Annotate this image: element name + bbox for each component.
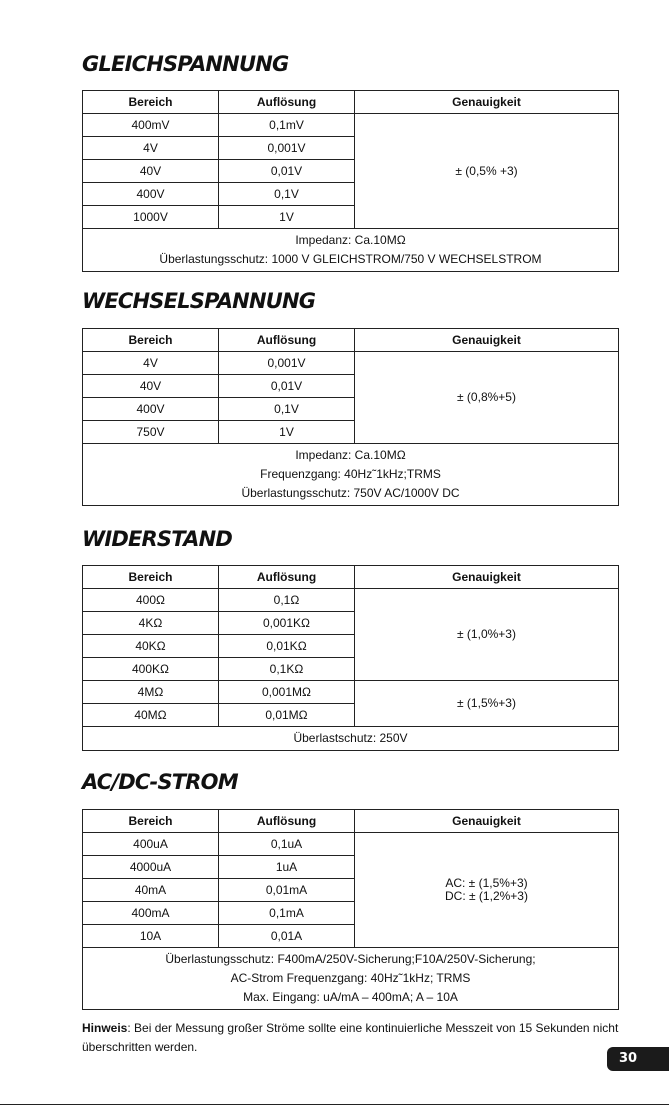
note-max-eingang: Max. Eingang: uA/mA – 400mA; A – 10A xyxy=(243,990,458,1004)
cell-bereich: 400uA xyxy=(83,833,219,856)
accuracy-ac: AC: ± (1,5%+3) xyxy=(445,876,528,890)
table-note-row xyxy=(83,948,619,1010)
cell-genauigkeit xyxy=(355,833,619,948)
cell-aufloesung: 0,01V xyxy=(219,375,355,398)
table-note-row xyxy=(83,229,619,272)
table-row xyxy=(83,352,619,375)
cell-aufloesung: 0,1mA xyxy=(219,902,355,925)
bottom-rule xyxy=(0,1104,669,1105)
accuracy-value: ± (0,8%+5) xyxy=(457,390,516,404)
hinweis-text: : Bei der Messung großer Ströme sollte eine kontinuierliche Messzeit von 15 Sekunden nicht überschritten werden. xyxy=(82,1021,619,1054)
note-frequenzgang: AC-Strom Frequenzgang: 40Hz˜1kHz; TRMS xyxy=(230,971,471,985)
cell-bereich: 400KΩ xyxy=(83,658,219,681)
cell-bereich: 40V xyxy=(83,160,219,183)
cell-bereich: 4000uA xyxy=(83,856,219,879)
cell-genauigkeit xyxy=(355,589,619,681)
table-widerstand xyxy=(82,565,619,751)
cell-bereich: 400V xyxy=(83,183,219,206)
header-genauigkeit: Genauigkeit xyxy=(355,329,619,352)
note-ueberlastungsschutz: Überlastungsschutz: F400mA/250V-Sicherung;F10A/250V-Sicherung; xyxy=(165,952,536,966)
header-aufloesung: Auflösung xyxy=(219,566,355,589)
header-bereich: Bereich xyxy=(83,810,219,833)
header-aufloesung: Auflösung xyxy=(219,810,355,833)
cell-aufloesung: 1V xyxy=(219,206,355,229)
table-note xyxy=(83,948,619,1010)
cell-bereich: 4KΩ xyxy=(83,612,219,635)
cell-bereich: 40V xyxy=(83,375,219,398)
table-row xyxy=(83,833,619,856)
table-header-row xyxy=(83,566,619,589)
table-note xyxy=(83,229,619,272)
cell-aufloesung: 1uA xyxy=(219,856,355,879)
cell-bereich: 400mV xyxy=(83,114,219,137)
cell-aufloesung: 0,1uA xyxy=(219,833,355,856)
table-row xyxy=(83,589,619,612)
cell-aufloesung: 0,1V xyxy=(219,183,355,206)
cell-genauigkeit xyxy=(355,114,619,229)
table-header-row xyxy=(83,91,619,114)
cell-bereich: 40MΩ xyxy=(83,704,219,727)
cell-aufloesung: 0,001MΩ xyxy=(219,681,355,704)
cell-bereich: 400Ω xyxy=(83,589,219,612)
cell-bereich: 40mA xyxy=(83,879,219,902)
accuracy-value: ± (1,0%+3) xyxy=(457,627,516,641)
table-acdc-strom xyxy=(82,809,619,1010)
cell-bereich: 400mA xyxy=(83,902,219,925)
cell-aufloesung: 0,01A xyxy=(219,925,355,948)
header-bereich: Bereich xyxy=(83,566,219,589)
table-row xyxy=(83,114,619,137)
header-aufloesung: Auflösung xyxy=(219,329,355,352)
table-header-row xyxy=(83,329,619,352)
hinweis-paragraph xyxy=(82,1019,622,1057)
accuracy-dc: DC: ± (1,2%+3) xyxy=(445,889,528,903)
page-number-badge: 30 xyxy=(607,1047,669,1071)
table-header-row xyxy=(83,810,619,833)
note-impedanz: Impedanz: Ca.10MΩ xyxy=(295,448,406,462)
header-bereich: Bereich xyxy=(83,329,219,352)
table-note-row xyxy=(83,727,619,751)
table-note xyxy=(83,444,619,506)
cell-aufloesung: 0,01mA xyxy=(219,879,355,902)
cell-genauigkeit xyxy=(355,352,619,444)
cell-bereich: 40KΩ xyxy=(83,635,219,658)
cell-aufloesung: 0,001KΩ xyxy=(219,612,355,635)
note-ueberlastungsschutz: Überlastungsschutz: 750V AC/1000V DC xyxy=(241,486,460,500)
cell-aufloesung: 0,01MΩ xyxy=(219,704,355,727)
header-genauigkeit: Genauigkeit xyxy=(355,566,619,589)
accuracy-value: ± (0,5% +3) xyxy=(455,163,518,178)
cell-bereich: 10A xyxy=(83,925,219,948)
cell-bereich: 4V xyxy=(83,352,219,375)
cell-aufloesung: 0,1Ω xyxy=(219,589,355,612)
section-title-gleichspannung: GLEICHSPANNUNG xyxy=(82,52,289,76)
section-title-acdc-strom: AC/DC-STROM xyxy=(82,770,238,794)
cell-aufloesung: 0,1mV xyxy=(219,114,355,137)
cell-genauigkeit xyxy=(355,681,619,727)
note-frequenzgang: Frequenzgang: 40Hz˜1kHz;TRMS xyxy=(260,467,441,481)
cell-bereich: 1000V xyxy=(83,206,219,229)
table-note-row xyxy=(83,444,619,506)
header-genauigkeit: Genauigkeit xyxy=(355,91,619,114)
cell-aufloesung: 0,001V xyxy=(219,352,355,375)
cell-aufloesung: 0,001V xyxy=(219,137,355,160)
cell-bereich: 750V xyxy=(83,421,219,444)
section-title-wechselspannung: WECHSELSPANNUNG xyxy=(82,289,316,313)
table-wechselspannung xyxy=(82,328,619,506)
cell-aufloesung: 0,01V xyxy=(219,160,355,183)
cell-aufloesung: 1V xyxy=(219,421,355,444)
note-ueberlastschutz: Überlastschutz: 250V xyxy=(293,731,408,745)
header-bereich: Bereich xyxy=(83,91,219,114)
accuracy-value: ± (1,5%+3) xyxy=(457,696,516,710)
table-gleichspannung xyxy=(82,90,619,272)
header-aufloesung: Auflösung xyxy=(219,91,355,114)
cell-bereich: 400V xyxy=(83,398,219,421)
cell-bereich: 4MΩ xyxy=(83,681,219,704)
hinweis-label: Hinweis xyxy=(82,1021,128,1035)
cell-aufloesung: 0,1V xyxy=(219,398,355,421)
table-note xyxy=(83,727,619,751)
table-row xyxy=(83,681,619,704)
note-ueberlastungsschutz: Überlastungsschutz: 1000 V GLEICHSTROM/750 V WECHSELSTROM xyxy=(159,252,542,266)
header-genauigkeit: Genauigkeit xyxy=(355,810,619,833)
note-impedanz: Impedanz: Ca.10MΩ xyxy=(295,233,406,247)
cell-bereich: 4V xyxy=(83,137,219,160)
cell-aufloesung: 0,1KΩ xyxy=(219,658,355,681)
section-title-widerstand: WIDERSTAND xyxy=(82,527,233,551)
cell-aufloesung: 0,01KΩ xyxy=(219,635,355,658)
